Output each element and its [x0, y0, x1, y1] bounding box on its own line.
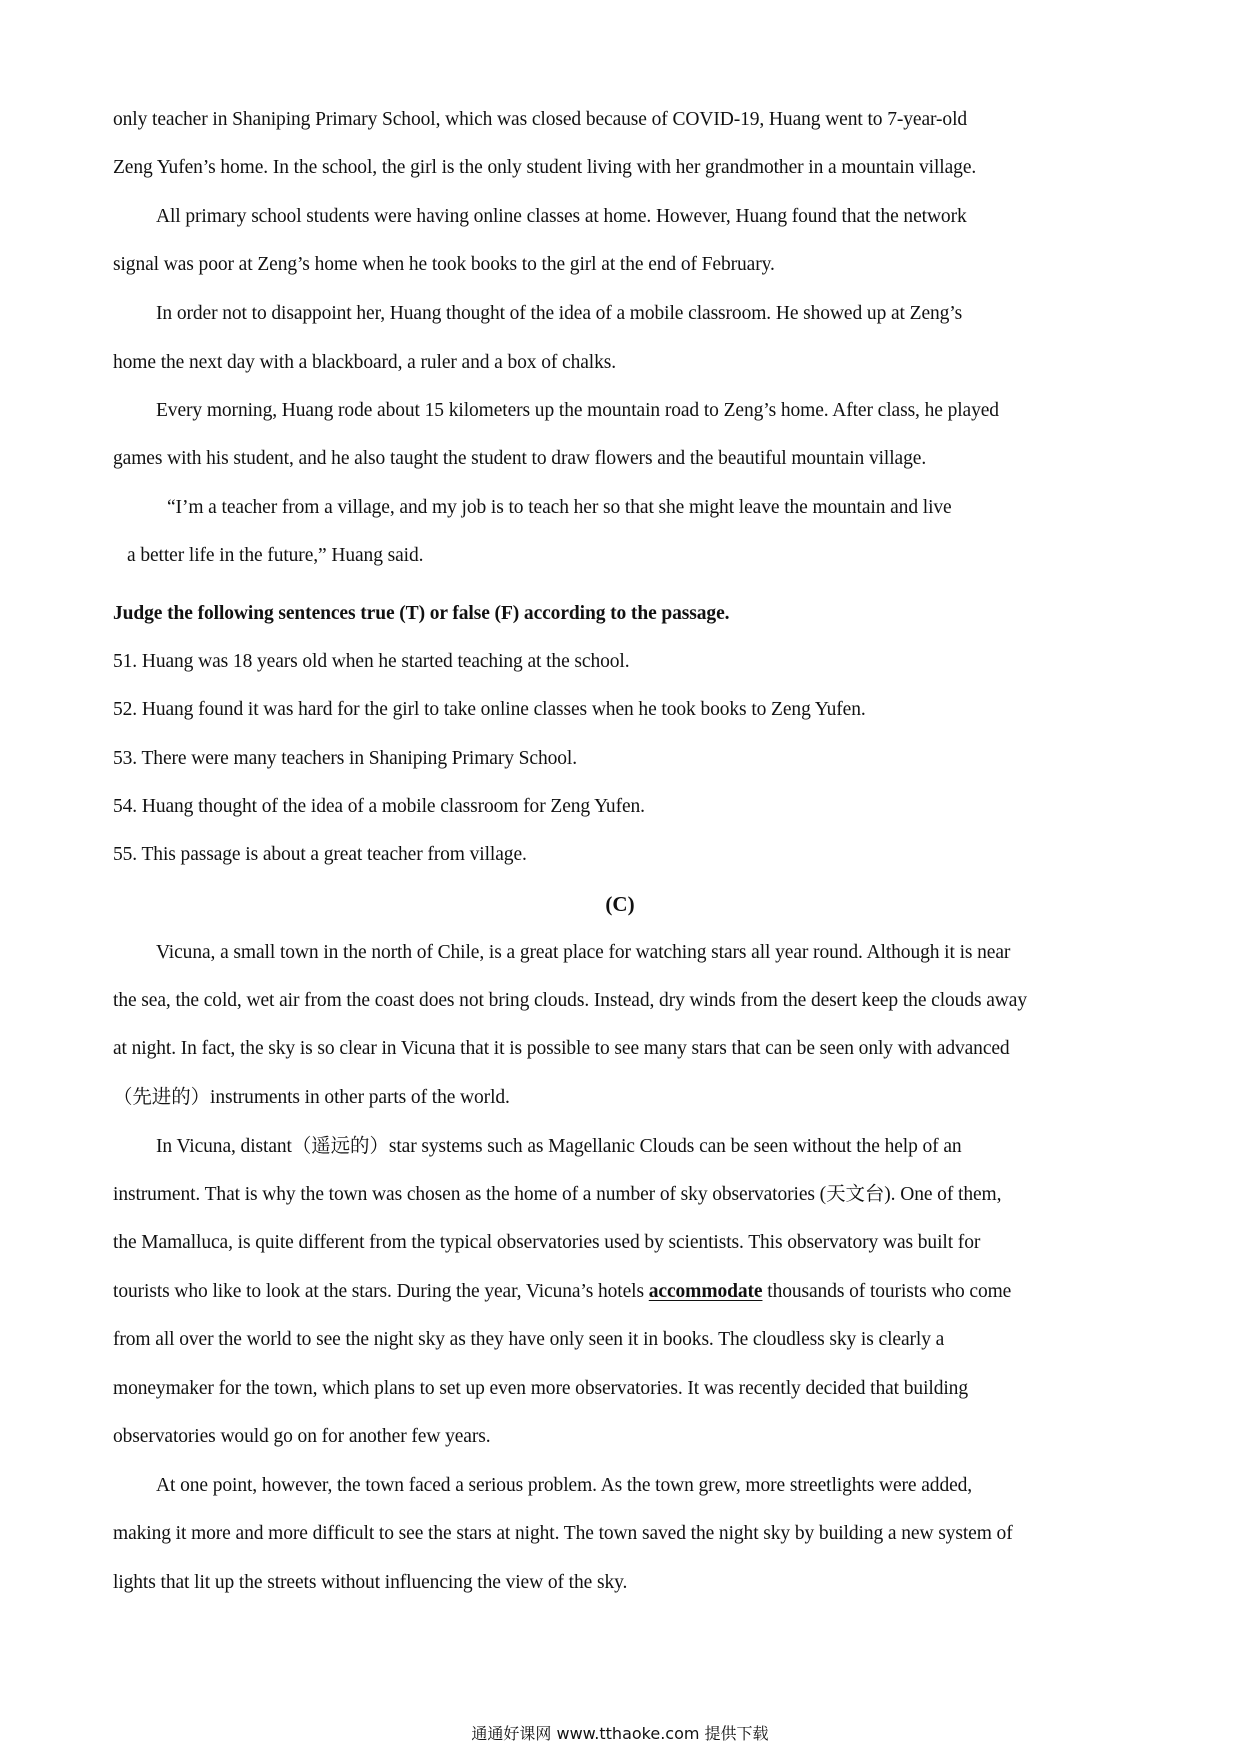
- passage-c-p2-line4-after: thousands of tourists who come: [767, 1281, 1012, 1302]
- passage-b-p4-line1: Every morning, Huang rode about 15 kilometers up the mountain road to Zeng’s home. After class, he played: [156, 400, 999, 421]
- passage-c-p2-line5: from all over the world to see the night sky as they have only seen it in books. The cloudless sky is clearly a: [113, 1329, 945, 1350]
- passage-b-p2-line1: All primary school students were having online classes at home. However, Huang found that the network: [156, 206, 967, 227]
- passage-c-p2-line2: instrument. That is why the town was chosen as the home of a number of sky observatories (天文台). One of them,: [113, 1184, 1002, 1205]
- passage-b-p4-line2: games with his student, and he also taught the student to draw flowers and the beautiful mountain village.: [113, 448, 927, 469]
- passage-c-p3-line1: At one point, however, the town faced a serious problem. As the town grew, more streetlights were added,: [156, 1475, 973, 1496]
- passage-b-p5-line1: “I’m a teacher from a village, and my job is to teach her so that she might leave the mountain and live: [167, 497, 952, 518]
- underlined-word-accommodate: accommodate: [648, 1281, 763, 1302]
- passage-c-p1-line4: （先进的）instruments in other parts of the world.: [113, 1087, 510, 1108]
- passage-b-p3-line2: home the next day with a blackboard, a ruler and a box of chalks.: [113, 352, 617, 373]
- passage-c-p1-line2: the sea, the cold, wet air from the coast does not bring clouds. Instead, dry winds from the desert keep the clouds away: [113, 990, 1027, 1011]
- passage-c-p3-line3: lights that lit up the streets without influencing the view of the sky.: [113, 1572, 628, 1593]
- page-footer: 通通好课网 www.tthaoke.com 提供下载: [471, 1724, 769, 1743]
- question-52: 52. Huang found it was hard for the girl to take online classes when he took books to Zeng Yufen.: [113, 699, 866, 720]
- passage-c-p2-line7: observatories would go on for another few years.: [113, 1426, 491, 1447]
- passage-b-p5-line2: a better life in the future,” Huang said.: [127, 545, 424, 566]
- passage-b-p1-line2: Zeng Yufen’s home. In the school, the girl is the only student living with her grandmother in a mountain village.: [113, 157, 977, 178]
- passage-c-p2-line6: moneymaker for the town, which plans to set up even more observatories. It was recently decided that building: [113, 1378, 968, 1399]
- passage-c-heading: (C): [605, 892, 635, 916]
- questions-instruction: Judge the following sentences true (T) or false (F) according to the passage.: [113, 603, 730, 624]
- passage-c-p2-line1: In Vicuna, distant（遥远的）star systems such as Magellanic Clouds can be seen without the help of an: [156, 1136, 962, 1157]
- passage-c-p1-line1: Vicuna, a small town in the north of Chile, is a great place for watching stars all year round. Although it is near: [156, 942, 1011, 963]
- passage-c-p1-line3: at night. In fact, the sky is so clear in Vicuna that it is possible to see many stars that can be seen only with advanced: [113, 1038, 1010, 1059]
- passage-c-p3-line2: making it more and more difficult to see the stars at night. The town saved the night sky by building a new system of: [113, 1523, 1013, 1544]
- question-51: 51. Huang was 18 years old when he started teaching at the school.: [113, 651, 630, 672]
- passage-c-p2-line4-before: tourists who like to look at the stars. During the year, Vicuna’s hotels: [113, 1281, 644, 1302]
- question-55: 55. This passage is about a great teacher from village.: [113, 844, 527, 865]
- passage-b-p2-line2: signal was poor at Zeng’s home when he took books to the girl at the end of February.: [113, 254, 775, 275]
- passage-c-p2-line4: [113, 1279, 1011, 1305]
- passage-b-p3-line1: In order not to disappoint her, Huang thought of the idea of a mobile classroom. He showed up at Zeng’s: [156, 303, 963, 324]
- passage-c-p2-line3: the Mamalluca, is quite different from the typical observatories used by scientists. This observatory was built for: [113, 1232, 981, 1253]
- question-54: 54. Huang thought of the idea of a mobile classroom for Zeng Yufen.: [113, 796, 645, 817]
- question-53: 53. There were many teachers in Shaniping Primary School.: [113, 748, 577, 769]
- passage-b-p1-line1: only teacher in Shaniping Primary School, which was closed because of COVID-19, Huang went to 7-year-old: [113, 109, 968, 130]
